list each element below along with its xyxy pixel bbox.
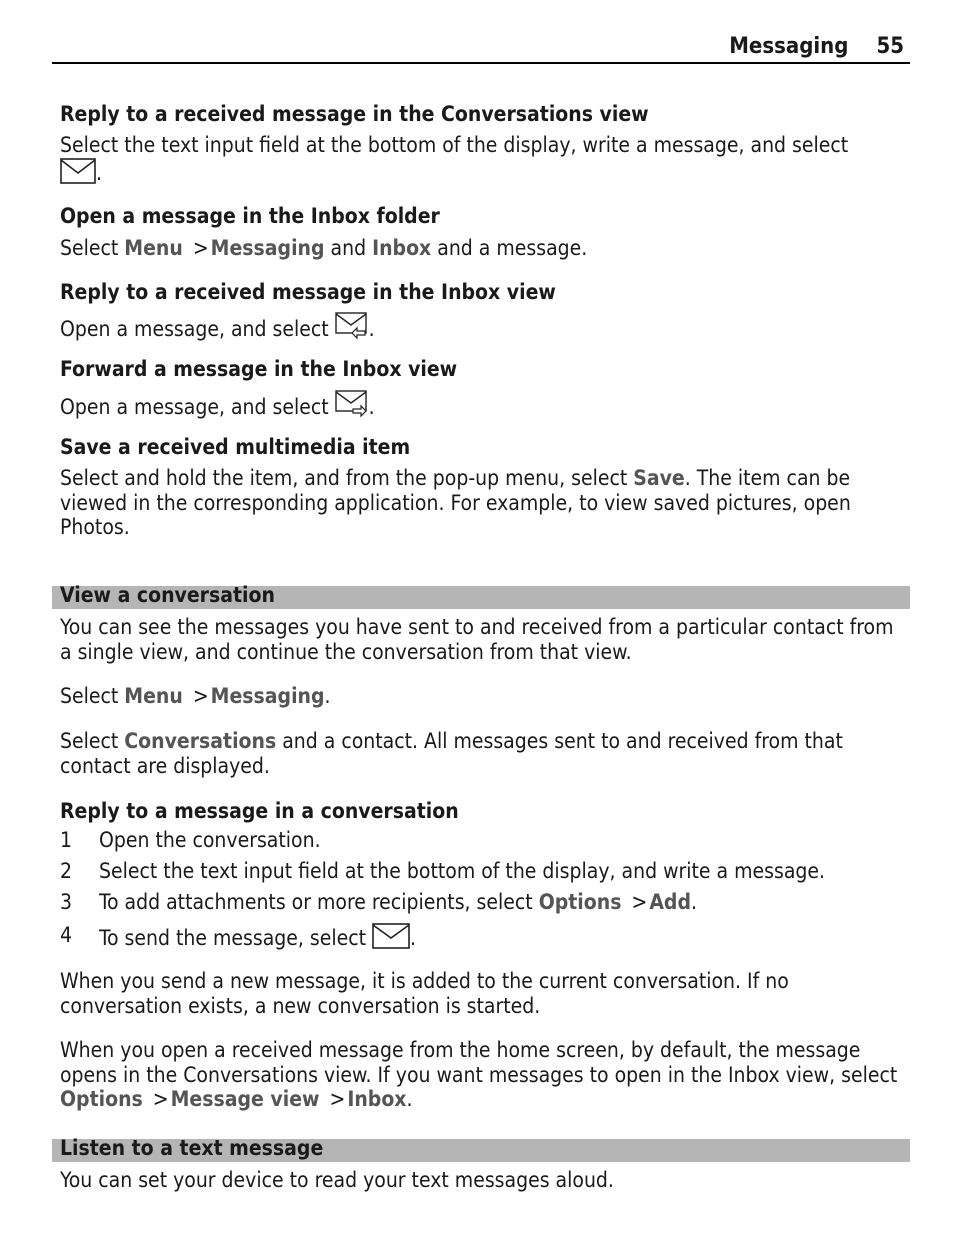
para-new-message: When you send a new message, it is added to the current conversation. If no conversation exists, a new conversation is started. (60, 969, 789, 1018)
send-message-icon (60, 158, 96, 190)
para-reply-conversations: Select the text input field at the bottom of the display, write a message, and select . (60, 133, 908, 189)
heading-save-item: Save a received multimedia item (60, 435, 411, 459)
section-band-view-conversation (52, 583, 910, 609)
para-open-received: When you open a received message from the home screen, by default, the message opens in the Conversations view. If you want messages to open in the Inbox view, select Options >Message view >Inbox. (60, 1038, 898, 1111)
para-view-conv-select: Select Menu >Messaging. (60, 684, 331, 708)
send-message-icon (372, 923, 410, 955)
para-save-item: Select and hold the item, and from the pop-up menu, select Save. The item can be viewed in the corresponding application. For example, to view saved pictures, open Photos. (60, 466, 851, 539)
header-section: Messaging (729, 34, 849, 59)
para-view-conv-intro: You can see the messages you have sent to and received from a particular contact from a single view, and continue the conversation from that view. (60, 615, 894, 664)
step-number: 4 (60, 923, 73, 947)
heading-open-inbox: Open a message in the Inbox folder (60, 204, 440, 228)
heading-reply-conversations: Reply to a received message in the Conversations view (60, 102, 649, 126)
step-number: 2 (60, 859, 73, 883)
step-number: 3 (60, 890, 73, 914)
para-open-inbox: Select Menu >Messaging and Inbox and a message. (60, 236, 588, 260)
step-number: 1 (60, 828, 73, 852)
para-listen: You can set your device to read your text messages aloud. (60, 1168, 614, 1192)
step-text: To add attachments or more recipients, select Options >Add. (99, 890, 697, 914)
heading-reply-inbox: Reply to a received message in the Inbox view (60, 280, 556, 304)
para-reply-inbox: Open a message, and select . (60, 312, 908, 346)
page-header (52, 34, 910, 64)
step-text: Open the conversation. (99, 828, 321, 852)
page-number: 55 (876, 34, 904, 59)
section-title: View a conversation (60, 583, 275, 607)
reply-message-icon (335, 312, 369, 346)
section-title: Listen to a text message (60, 1136, 324, 1160)
section-band-listen (52, 1136, 910, 1162)
heading-forward-inbox: Forward a message in the Inbox view (60, 357, 458, 381)
step-text: To send the message, select . (99, 923, 907, 955)
forward-message-icon (335, 390, 369, 424)
heading-reply-conversation: Reply to a message in a conversation (60, 799, 459, 823)
step-text: Select the text input field at the bottom of the display, and write a message. (99, 859, 826, 883)
para-forward-inbox: Open a message, and select . (60, 390, 908, 424)
para-view-conv-contact: Select Conversations and a contact. All messages sent to and received from that contact are displayed. (60, 729, 843, 778)
